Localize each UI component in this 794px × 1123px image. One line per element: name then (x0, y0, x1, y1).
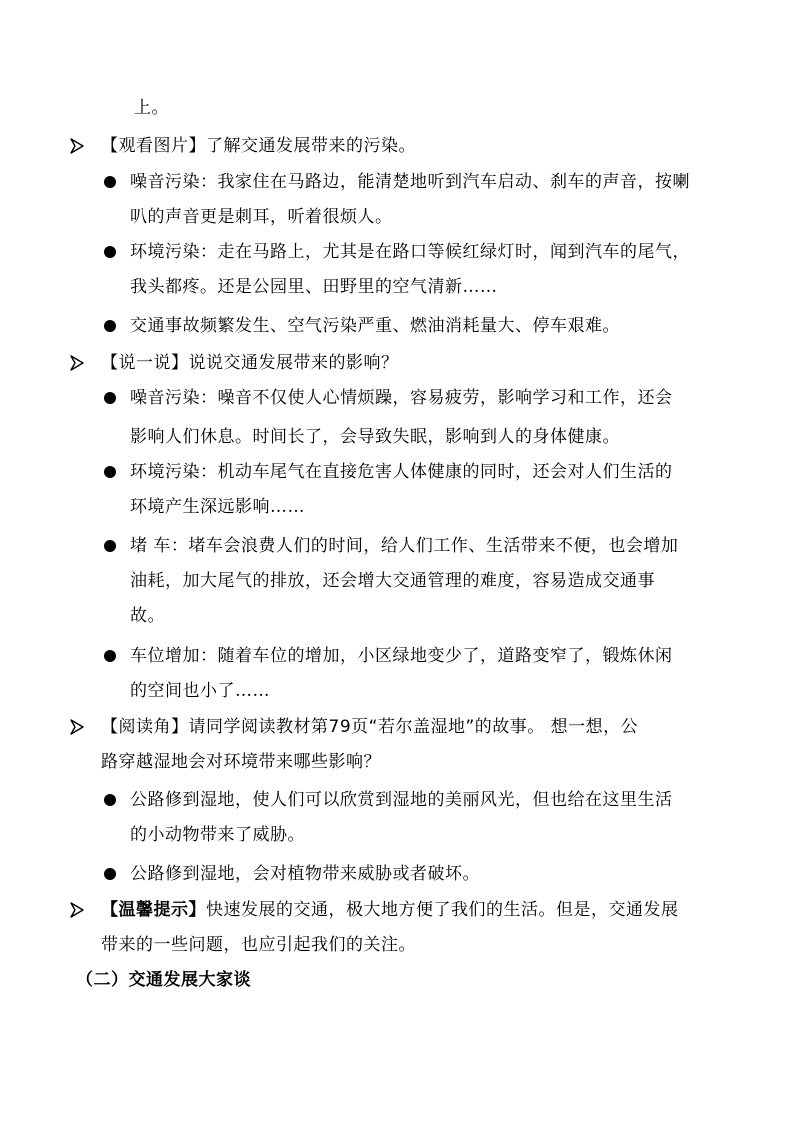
bullet-line: 公路修到湿地，使人们可以欣赏到湿地的美丽风光，但也给在这里生活 (130, 790, 673, 810)
section-tag: 【观看图片】 (101, 136, 206, 156)
bullet-line: 影响人们休息。时间长了，会导致失眠，影响到人的身体健康。 (130, 427, 620, 447)
section-3-heading (101, 717, 638, 737)
bullet-line: 堵 车：堵车会浪费人们的时间，给人们工作、生活带来不便，也会增加 (130, 536, 679, 556)
subheading: （二）交通发展大家谈 (76, 970, 251, 990)
bullet-line: 的空间也小了…… (130, 681, 270, 701)
bullet-dot-icon (104, 466, 116, 478)
bullet-dot-icon (104, 540, 116, 552)
arrow-bullet-icon (70, 138, 84, 154)
bullet-dot-icon (104, 650, 116, 662)
bullet-line: 环境污染：走在马路上，尤其是在路口等候红绿灯时，闻到汽车的尾气， (130, 242, 690, 262)
section-2-heading (101, 353, 399, 373)
section-title: 请同学阅读教材第79页“若尔盖湿地”的故事。 想一想，公 (188, 717, 639, 737)
continuation-text: 上。 (134, 98, 169, 118)
bullet-dot-icon (104, 176, 116, 188)
bullet-line: 环境产生深远影响…… (130, 497, 305, 517)
section-1-heading (101, 136, 416, 156)
bullet-line: 噪音污染：噪音不仅使人心情烦躁，容易疲劳，影响学习和工作，还会 (130, 388, 673, 408)
section-3-heading-cont: 路穿越湿地会对环境带来哪些影响？ (101, 752, 381, 772)
section-4-heading-cont: 带来的一些问题，也应引起我们的关注。 (101, 935, 416, 955)
section-tag: 【温馨提示】 (101, 900, 206, 920)
section-tag: 【阅读角】 (101, 717, 189, 737)
section-title: 说说交通发展带来的影响？ (188, 353, 399, 373)
bullet-dot-icon (104, 868, 116, 880)
bullet-line: 噪音污染：我家住在马路边，能清楚地听到汽车启动、刹车的声音，按喇 (130, 172, 690, 192)
arrow-bullet-icon (70, 355, 84, 371)
arrow-bullet-icon (70, 902, 84, 918)
bullet-line: 故。 (130, 606, 165, 626)
bullet-line: 环境污染：机动车尾气在直接危害人体健康的同时，还会对人们生活的 (130, 462, 673, 482)
bullet-line: 叭的声音更是刺耳，听着很烦人。 (130, 207, 393, 227)
bullet-dot-icon (104, 320, 116, 332)
arrow-bullet-icon (70, 719, 84, 735)
section-4-heading (101, 900, 679, 920)
section-title: 了解交通发展带来的污染。 (206, 136, 416, 156)
bullet-line: 公路修到湿地，会对植物带来威胁或者破坏。 (130, 864, 480, 884)
bullet-dot-icon (104, 392, 116, 404)
bullet-line: 我头都疼。还是公园里、田野里的空气清新…… (130, 277, 498, 297)
bullet-line: 交通事故频繁发生、空气污染严重、燃油消耗量大、停车艰难。 (130, 316, 620, 336)
bullet-line: 的小动物带来了威胁。 (130, 825, 305, 845)
bullet-dot-icon (104, 246, 116, 258)
bullet-line: 油耗，加大尾气的排放，还会增大交通管理的难度，容易造成交通事 (130, 571, 655, 591)
bullet-dot-icon (104, 794, 116, 806)
section-tag: 【说一说】 (101, 353, 189, 373)
bullet-line: 车位增加：随着车位的增加，小区绿地变少了，道路变窄了，锻炼休闲 (130, 646, 673, 666)
section-title: 快速发展的交通，极大地方便了我们的生活。但是，交通发展 (206, 900, 679, 920)
